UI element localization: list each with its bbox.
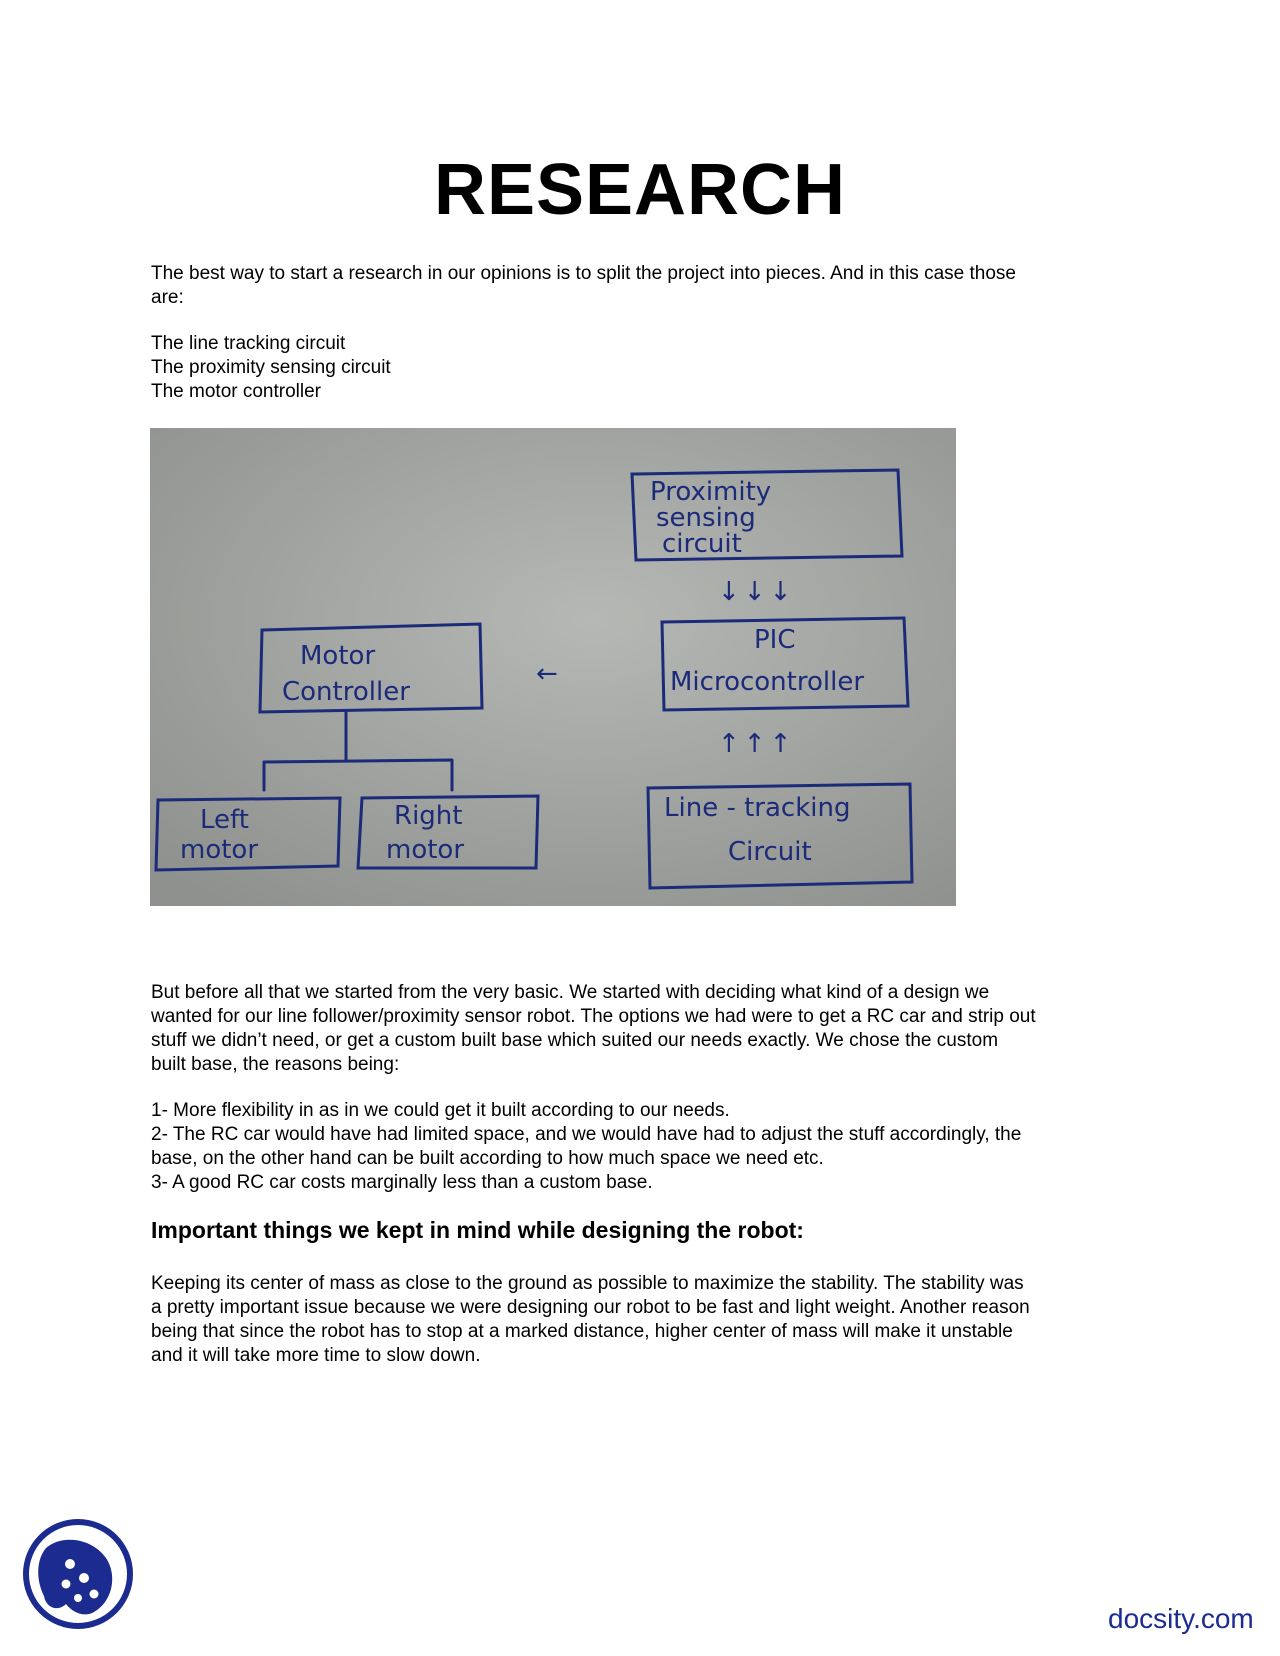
body-line: But before all that we started from the very basic. We started with deciding what kind of a design we xyxy=(151,982,990,1003)
list-item: 1- More flexibility in as in we could get it built according to our needs. xyxy=(151,1100,730,1121)
up-arrows-icon: ↑↑↑ xyxy=(718,729,796,759)
body-paragraph xyxy=(151,981,1111,1077)
diagram-label: Microcontroller xyxy=(670,667,865,697)
body-paragraph xyxy=(151,1272,1111,1368)
body-line: built base, the reasons being: xyxy=(151,1054,400,1075)
diagram-label: PIC xyxy=(754,625,796,655)
intro-paragraph xyxy=(151,262,1111,310)
list-item: 3- A good RC car costs marginally less than a custom base. xyxy=(151,1172,653,1193)
block-diagram-photo xyxy=(150,428,956,906)
section-heading: Important things we kept in mind while designing the robot: xyxy=(151,1217,804,1243)
left-arrow-icon: ← xyxy=(536,659,558,689)
docsity-brand-link[interactable]: docsity.com xyxy=(1108,1603,1254,1634)
diagram-label: Motor xyxy=(300,641,376,671)
diagram-label: motor xyxy=(386,835,465,865)
body-line: a pretty important issue because we were designing our robot to be fast and light weight. Another reason xyxy=(151,1297,1030,1318)
list-item: 2- The RC car would have had limited space, and we would have had to adjust the stuff accordingly, the xyxy=(151,1124,1022,1145)
intro-line: are: xyxy=(151,287,184,308)
diagram-label: Controller xyxy=(282,677,410,707)
intro-line: The best way to start a research in our opinions is to split the project into pieces. And in this case those xyxy=(151,263,1016,284)
diagram-label: Left xyxy=(200,805,249,835)
body-line: being that since the robot has to stop at a marked distance, higher center of mass will make it unstable xyxy=(151,1321,1013,1342)
list-item: base, on the other hand can be built according to how much space we need etc. xyxy=(151,1148,824,1169)
body-line: and it will take more time to slow down. xyxy=(151,1345,481,1366)
diagram-label: Proximity xyxy=(650,477,772,507)
down-arrows-icon: ↓↓↓ xyxy=(718,577,796,607)
list-item: The line tracking circuit xyxy=(151,333,346,354)
page-title: RESEARCH xyxy=(433,150,847,230)
body-line: Keeping its center of mass as close to the ground as possible to maximize the stability. The stability was xyxy=(151,1273,1024,1294)
diagram-label: Circuit xyxy=(728,837,812,867)
reasons-list xyxy=(151,1099,1111,1195)
block-diagram xyxy=(150,428,956,906)
diagram-label: sensing xyxy=(656,503,756,533)
pieces-list xyxy=(151,332,1111,404)
diagram-label: motor xyxy=(180,835,259,865)
body-line: stuff we didn’t need, or get a custom built base which suited our needs exactly. We chose the custom xyxy=(151,1030,999,1051)
diagram-label: Right xyxy=(394,801,463,831)
diagram-label: Line - tracking xyxy=(664,793,851,823)
body-line: wanted for our line follower/proximity sensor robot. The options we had were to get a RC car and strip out xyxy=(151,1006,1036,1027)
docsity-logo-icon xyxy=(22,1518,134,1630)
list-item: The proximity sensing circuit xyxy=(151,357,391,378)
diagram-label: circuit xyxy=(662,529,742,559)
list-item: The motor controller xyxy=(151,381,322,402)
